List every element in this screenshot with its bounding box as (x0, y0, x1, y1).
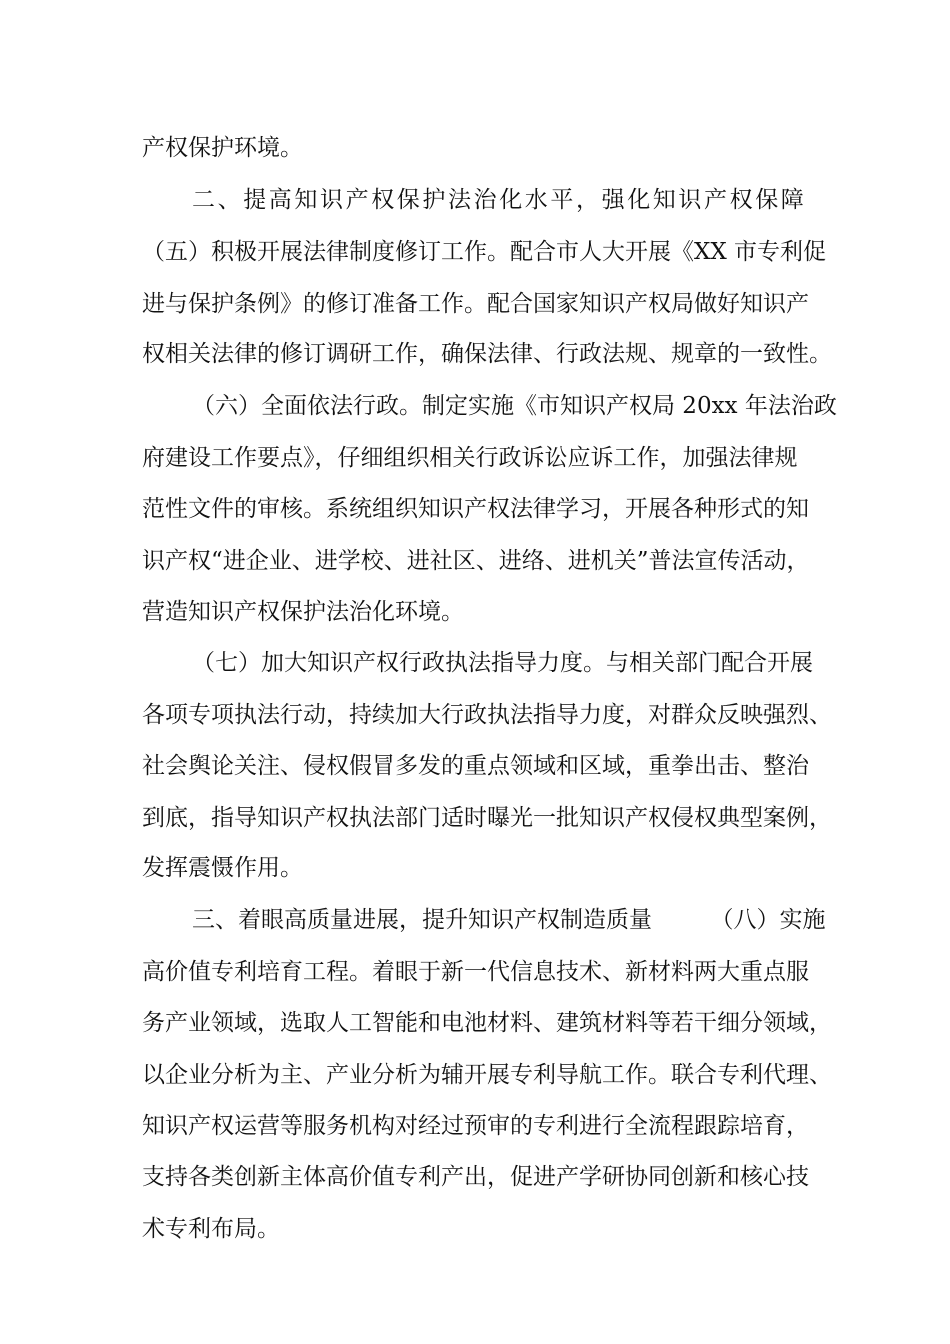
text-line: 发挥震慑作用。 (142, 855, 303, 881)
text-line: 术专利布局。 (142, 1216, 280, 1242)
text-line: 权相关法律的修订调研工作，确保法律、行政法规、规章的一致性。 (142, 341, 832, 367)
text-line: （七）加大知识产权行政执法指导力度。与相关部门配合开展 (192, 650, 813, 676)
text-line: （六）全面依法行政。制定实施《市知识产权局 20xx 年法治政 (192, 393, 837, 419)
text-line: 进与保护条例》的修订准备工作。配合国家知识产权局做好知识产 (142, 291, 809, 317)
text-line: 务产业领域，选取人工智能和电池材料、建筑材料等若干细分领域， (142, 1010, 832, 1036)
text-line: （五）积极开展法律制度修订工作。配合市人大开展《XX 市专利促 (142, 239, 827, 265)
text-line: 各项专项执法行动，持续加大行政执法指导力度，对群众反映强烈、 (142, 702, 832, 728)
text-line: 以企业分析为主、产业分析为辅开展专利导航工作。联合专利代理、 (142, 1062, 832, 1088)
text-line: 知识产权运营等服务机构对经过预审的专利进行全流程跟踪培育， (142, 1113, 809, 1139)
text-line: 范性文件的审核。系统组织知识产权法律学习，开展各种形式的知 (142, 496, 809, 522)
text-line: 营造知识产权保护法治化环境。 (142, 599, 464, 625)
text-line: 识产权“进企业、进学校、进社区、进络、进机关”普法宣传活动， (142, 548, 810, 574)
section-heading: 三、着眼高质量进展，提升知识产权制造质量 （八）实施 (192, 907, 826, 933)
text-line: 高价值专利培育工程。着眼于新一代信息技术、新材料两大重点服 (142, 959, 809, 985)
text-line: 到底，指导知识产权执法部门适时曝光一批知识产权侵权典型案例， (142, 805, 832, 831)
text-line: 府建设工作要点》，仔细组织相关行政诉讼应诉工作，加强法律规 (142, 445, 798, 471)
text-line: 支持各类创新主体高价值专利产出，促进产学研协同创新和核心技 (142, 1164, 809, 1190)
text-line: 产权保护环境。 (142, 135, 303, 161)
text-line: 社会舆论关注、侵权假冒多发的重点领域和区域，重拳出击、整治 (142, 753, 809, 779)
section-heading: 二、提高知识产权保护法治化水平，强化知识产权保障 (192, 187, 807, 213)
